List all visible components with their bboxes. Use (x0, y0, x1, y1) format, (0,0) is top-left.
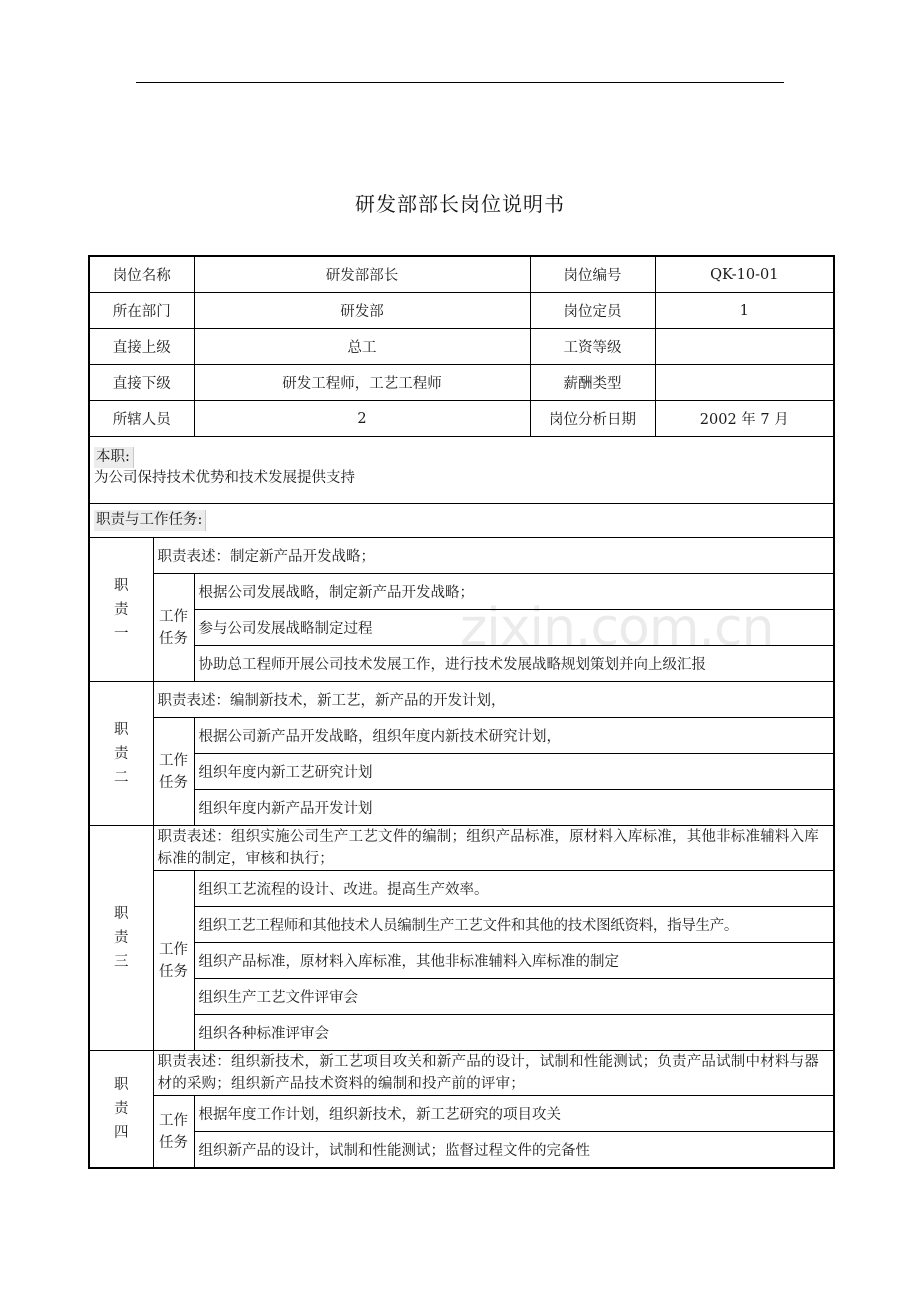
resp-3-task-row (89, 943, 834, 979)
resp-3-task-row (89, 1015, 834, 1051)
resp-1-task-row (89, 574, 834, 610)
resp-3-task-4: 组织生产工艺文件评审会 (194, 979, 834, 1015)
resp-2-task-row (89, 790, 834, 826)
headcount-value: 1 (655, 293, 834, 329)
analysis-date-value: 2002 年 7 月 (655, 401, 834, 437)
row-subordinates (89, 365, 834, 401)
resp-4-description-row (89, 1051, 834, 1096)
resp-1-description: 职责表述：制定新产品开发战略； (153, 538, 834, 574)
resp-3-task-2: 组织工艺工程师和其他技术人员编制生产工艺文件和其他的技术图纸资料，指导生产。 (194, 907, 834, 943)
watermark: zixin.com.cn (460, 598, 774, 658)
resp-2-task-2: 组织年度内新工艺研究计划 (194, 754, 834, 790)
resp-3-task-5: 组织各种标准评审会 (194, 1015, 834, 1051)
resp-3-label: 职 责 三 (89, 826, 153, 1051)
resp-2-task-label: 工作 任务 (153, 718, 194, 826)
resp-1-task-row (89, 646, 834, 682)
resp-2-task-1: 根据公司新产品开发战略，组织年度内新技术研究计划， (194, 718, 834, 754)
pay-type-value (655, 365, 834, 401)
job-code-value: QK-10-01 (655, 256, 834, 293)
responsibilities-header: 职责与工作任务: (94, 510, 206, 531)
headcount-label: 岗位定员 (530, 293, 655, 329)
resp-1-description-row (89, 538, 834, 574)
department-value: 研发部 (194, 293, 530, 329)
superior-value: 总工 (194, 329, 530, 365)
duty-label: 本职: (94, 447, 134, 468)
resp-3-task-label: 工作 任务 (153, 871, 194, 1051)
resp-4-task-row (89, 1096, 834, 1132)
department-label: 所在部门 (89, 293, 194, 329)
row-job-name (89, 256, 834, 293)
resp-4-task-2: 组织新产品的设计，试制和性能测试；监督过程文件的完备性 (194, 1132, 834, 1169)
job-code-label: 岗位编号 (530, 256, 655, 293)
resp-1-task-row (89, 610, 834, 646)
salary-grade-value (655, 329, 834, 365)
salary-grade-label: 工资等级 (530, 329, 655, 365)
row-responsibilities-header (89, 504, 834, 538)
resp-3-task-3: 组织产品标准，原材料入库标准，其他非标准辅料入库标准的制定 (194, 943, 834, 979)
pay-type-label: 薪酬类型 (530, 365, 655, 401)
resp-2-task-row (89, 718, 834, 754)
resp-4-task-label: 工作 任务 (153, 1096, 194, 1169)
duty-text: 为公司保持技术优势和技术发展提供支持 (94, 470, 355, 486)
superior-label: 直接上级 (89, 329, 194, 365)
row-staff (89, 401, 834, 437)
staff-count-value: 2 (194, 401, 530, 437)
header-rule (136, 82, 784, 83)
document-title: 研发部部长岗位说明书 (355, 192, 565, 216)
subordinates-value: 研发工程师，工艺工程师 (194, 365, 530, 401)
resp-1-task-label: 工作 任务 (153, 574, 194, 682)
resp-4-task-row (89, 1132, 834, 1169)
row-department (89, 293, 834, 329)
job-name-label: 岗位名称 (89, 256, 194, 293)
resp-3-description-row (89, 826, 834, 871)
resp-4-task-1: 根据年度工作计划，组织新技术，新工艺研究的项目攻关 (194, 1096, 834, 1132)
resp-2-task-3: 组织年度内新产品开发计划 (194, 790, 834, 826)
job-description-table (88, 255, 835, 1169)
subordinates-label: 直接下级 (89, 365, 194, 401)
resp-1-task-2: 参与公司发展战略制定过程 (194, 610, 834, 646)
row-superior (89, 329, 834, 365)
resp-3-description: 职责表述：组织实施公司生产工艺文件的编制；组织产品标准，原材料入库标准，其他非标准辅料入库标准的制定，审核和执行； (153, 826, 834, 871)
resp-2-description-row (89, 682, 834, 718)
resp-1-label: 职 责 一 (89, 538, 153, 682)
resp-2-task-row (89, 754, 834, 790)
resp-3-task-row (89, 979, 834, 1015)
staff-count-label: 所辖人员 (89, 401, 194, 437)
resp-1-task-1: 根据公司发展战略，制定新产品开发战略； (194, 574, 834, 610)
resp-2-description: 职责表述：编制新技术，新工艺，新产品的开发计划， (153, 682, 834, 718)
resp-3-task-row (89, 907, 834, 943)
resp-3-task-row (89, 871, 834, 907)
resp-1-task-3: 协助总工程师开展公司技术发展工作，进行技术发展战略规划策划并向上级汇报 (194, 646, 834, 682)
row-duty (89, 437, 834, 504)
resp-4-label: 职 责 四 (89, 1051, 153, 1169)
resp-3-task-1: 组织工艺流程的设计、改进。提高生产效率。 (194, 871, 834, 907)
job-name-value: 研发部部长 (194, 256, 530, 293)
resp-4-description: 职责表述：组织新技术，新工艺项目攻关和新产品的设计，试制和性能测试；负责产品试制中材料与器材的采购；组织新产品技术资料的编制和投产前的评审； (153, 1051, 834, 1096)
analysis-date-label: 岗位分析日期 (530, 401, 655, 437)
resp-2-label: 职 责 二 (89, 682, 153, 826)
